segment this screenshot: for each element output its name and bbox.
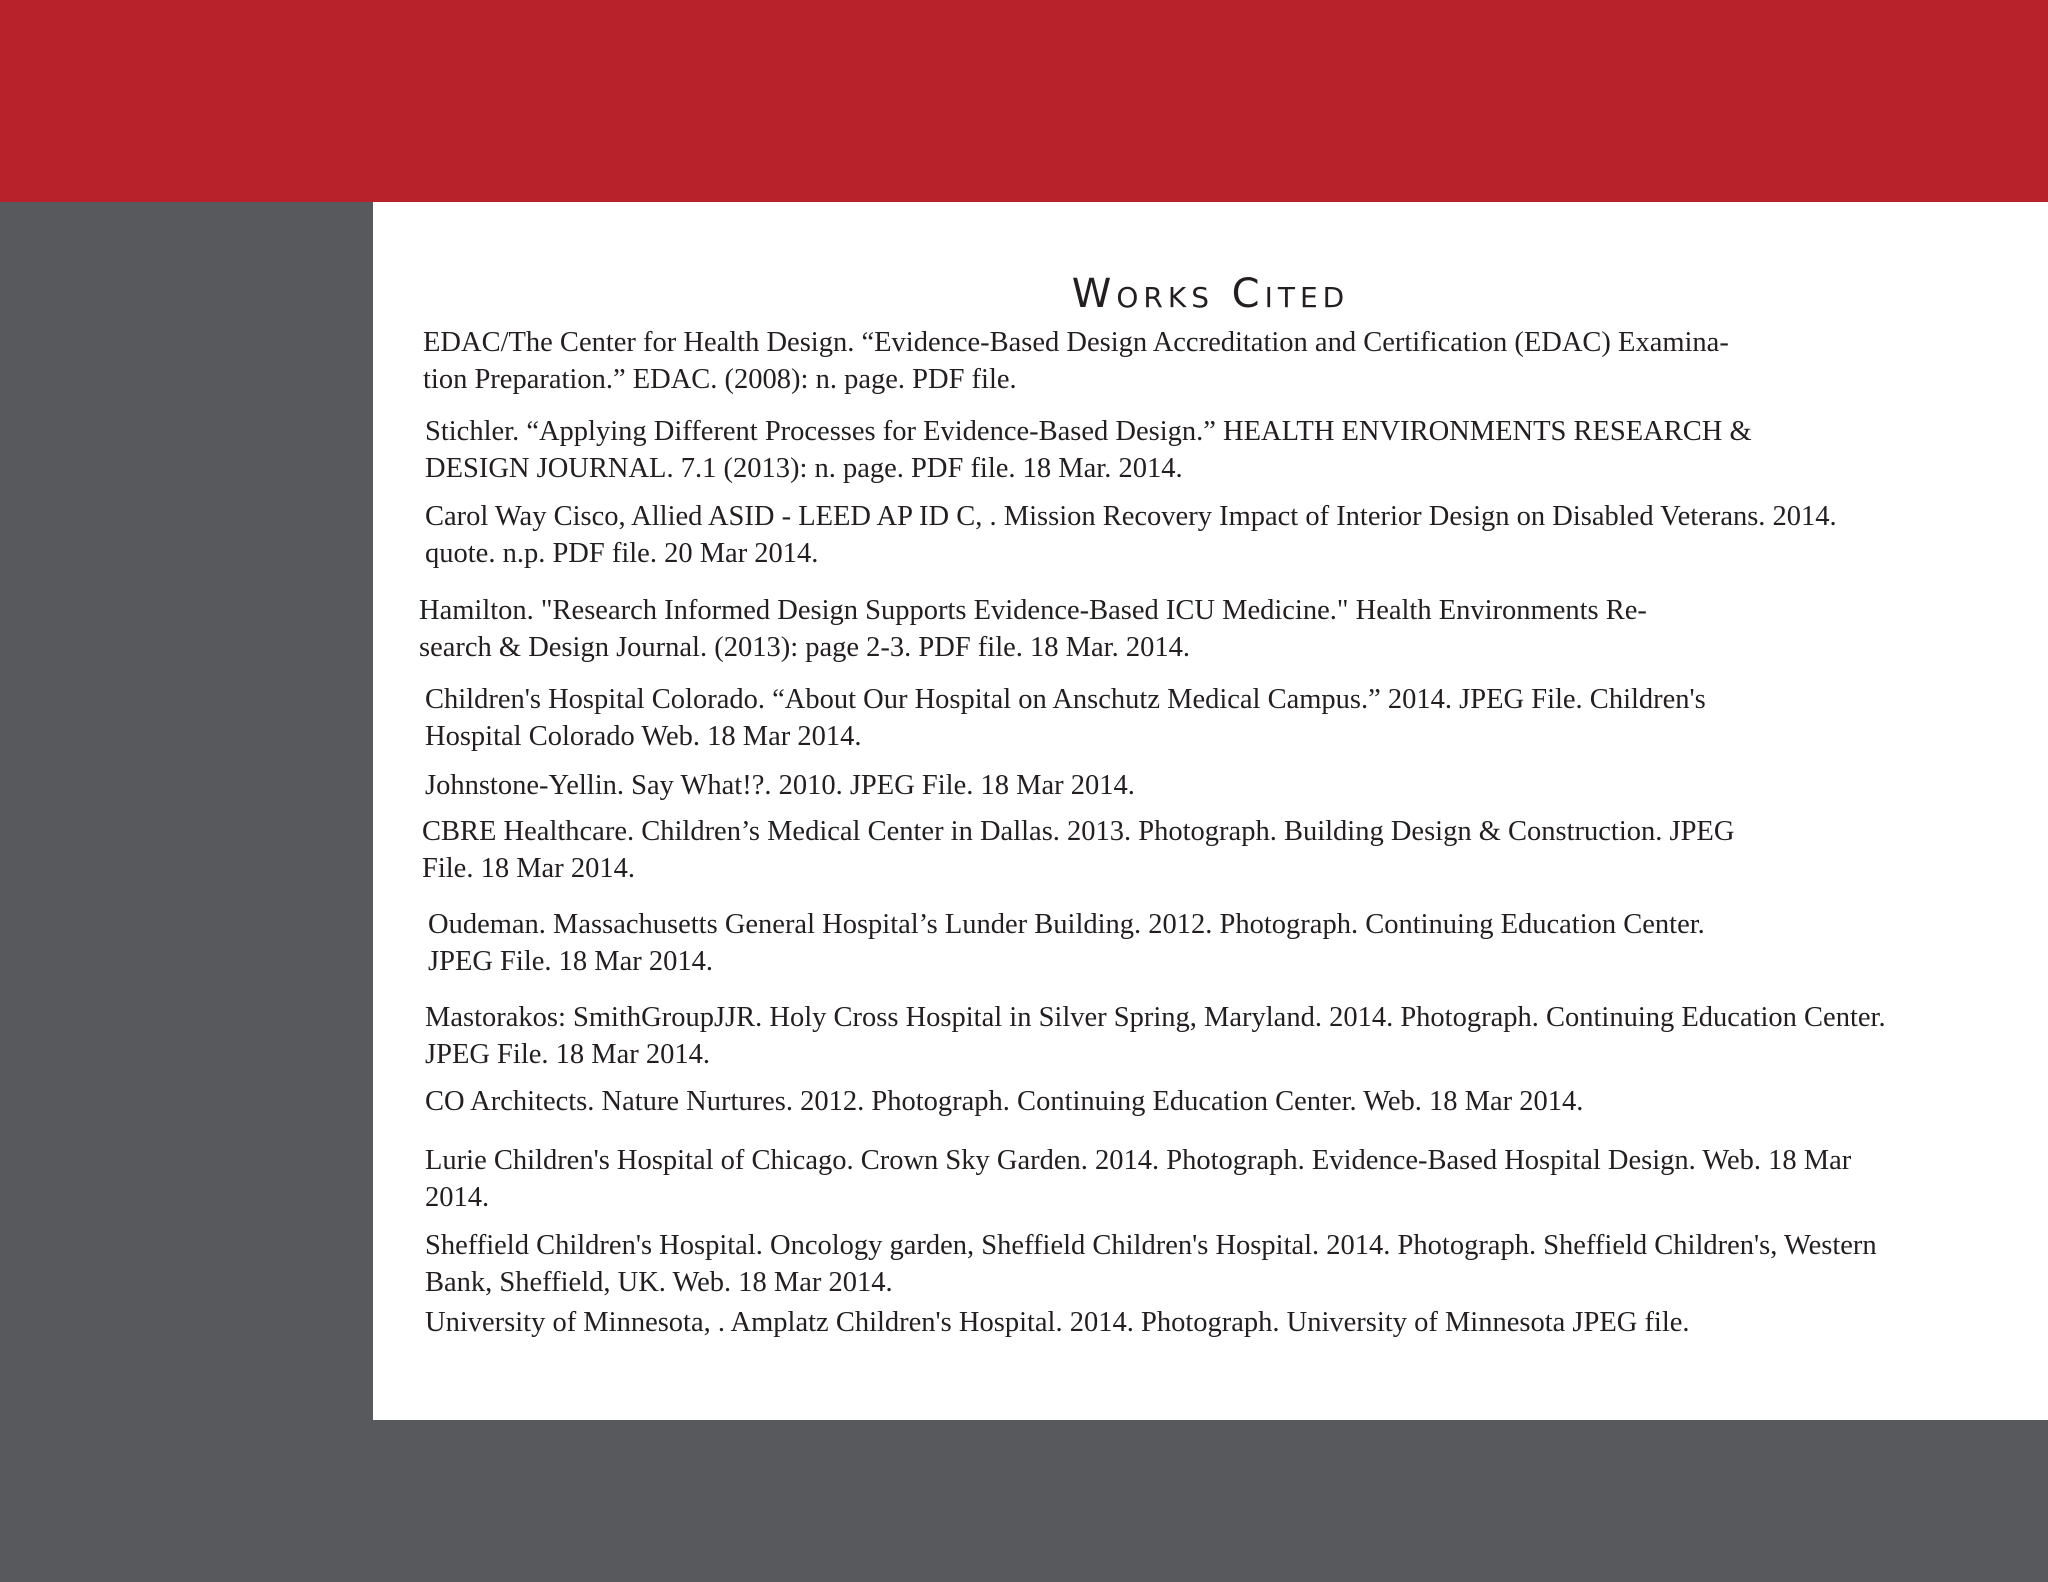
citation-entry (425, 1227, 1877, 1301)
citation-line: Carol Way Cisco, Allied ASID - LEED AP ID C, . Mission Recovery Impact of Interior Design on Disabled Veterans. 2014. (425, 501, 1837, 532)
citation-line: Johnstone-Yellin. Say What!?. 2010. JPEG File. 18 Mar 2014. (425, 770, 1135, 801)
citation-entry (425, 681, 1706, 755)
citation-line: Children's Hospital Colorado. “About Our Hospital on Anschutz Medical Campus.” 2014. JPEG File. Children's (425, 684, 1706, 715)
citation-line: Bank, Sheffield, UK. Web. 18 Mar 2014. (425, 1267, 893, 1298)
page-title: Works Cited (1071, 271, 1350, 317)
citation-entry (425, 1083, 1583, 1120)
citation-line: CO Architects. Nature Nurtures. 2012. Photograph. Continuing Education Center. Web. 18 Mar 2014. (425, 1086, 1584, 1117)
citation-entry (425, 1142, 1851, 1216)
citation-line: quote. n.p. PDF file. 20 Mar 2014. (425, 538, 819, 569)
citation-entry (423, 324, 1729, 398)
citation-line: Oudeman. Massachusetts General Hospital’s Lunder Building. 2012. Photograph. Continuing Education Center. (428, 909, 1705, 940)
citation-line: JPEG File. 18 Mar 2014. (425, 1039, 710, 1070)
citation-line: Mastorakos: SmithGroupJJR. Holy Cross Hospital in Silver Spring, Maryland. 2014. Photograph. Continuing Education Center. (425, 1002, 1886, 1033)
citation-line: search & Design Journal. (2013): page 2-3. PDF file. 18 Mar. 2014. (419, 632, 1190, 663)
citation-entry (425, 1304, 1690, 1341)
header-band (0, 0, 2048, 202)
citation-line: Sheffield Children's Hospital. Oncology garden, Sheffield Children's Hospital. 2014. Photograph. Sheffield Children's, Western (425, 1230, 1877, 1261)
citation-line: CBRE Healthcare. Children’s Medical Center in Dallas. 2013. Photograph. Building Design & Construction. JPEG (422, 816, 1735, 847)
citation-line: Hospital Colorado Web. 18 Mar 2014. (425, 721, 862, 752)
citation-entry (425, 767, 1135, 804)
citation-line: University of Minnesota, . Amplatz Children's Hospital. 2014. Photograph. University of Minnesota JPEG file. (425, 1307, 1690, 1338)
citation-entry (425, 413, 1752, 487)
citation-entry (425, 999, 1886, 1073)
citation-line: File. 18 Mar 2014. (422, 853, 635, 884)
citation-line: 2014. (425, 1182, 490, 1213)
citation-line: DESIGN JOURNAL. 7.1 (2013): n. page. PDF file. 18 Mar. 2014. (425, 453, 1183, 484)
citation-line: Lurie Children's Hospital of Chicago. Crown Sky Garden. 2014. Photograph. Evidence-Based Hospital Design. Web. 18 Mar (425, 1145, 1852, 1176)
citation-line: JPEG File. 18 Mar 2014. (428, 946, 713, 977)
citation-line: Hamilton. "Research Informed Design Supports Evidence-Based ICU Medicine." Health Environments Re- (419, 595, 1647, 626)
citation-line: tion Preparation.” EDAC. (2008): n. page. PDF file. (423, 364, 1017, 395)
works-cited-panel (373, 202, 2048, 1420)
citation-entry (422, 813, 1734, 887)
citation-line: Stichler. “Applying Different Processes for Evidence-Based Design.” HEALTH ENVIRONMENTS RESEARCH & (425, 416, 1752, 447)
citation-line: EDAC/The Center for Health Design. “Evidence-Based Design Accreditation and Certification (EDAC) Examina- (423, 327, 1729, 358)
citation-entry (419, 592, 1647, 666)
citation-entry (425, 498, 1837, 572)
citation-entry (428, 906, 1705, 980)
